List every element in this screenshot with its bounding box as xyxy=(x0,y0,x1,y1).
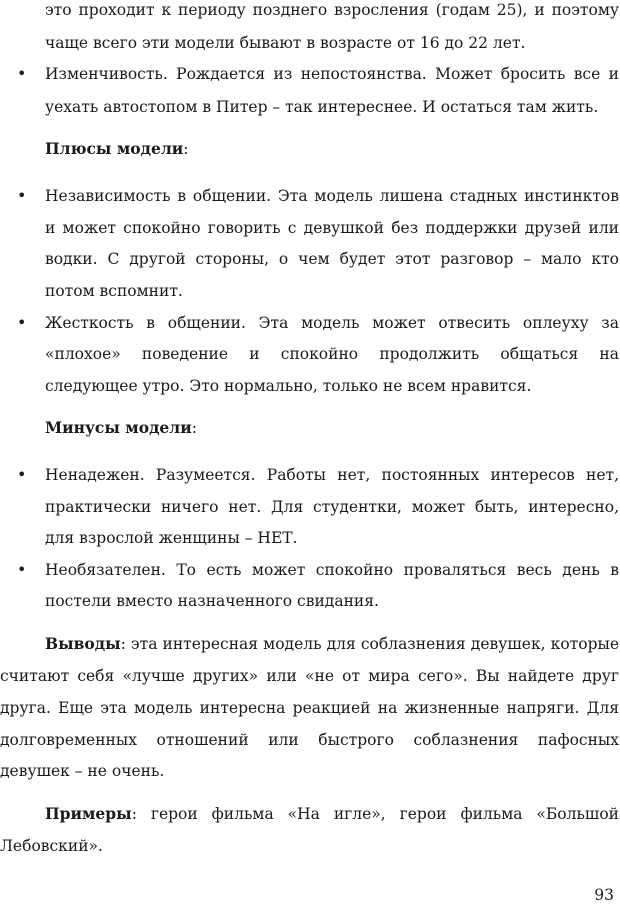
text-line: Жесткость в общении. Эта модель может отвесить оплеуху за xyxy=(45,314,619,332)
bullet-icon: • xyxy=(17,186,27,205)
text-line: Необязателен. То есть может спокойно проваляться весь день в xyxy=(45,561,619,579)
text-line: постели вместо назначенного свидания. xyxy=(45,592,379,610)
text-line: девушек – не очень. xyxy=(0,762,165,780)
text-line: водки. С другой стороны, о чем будет этот разговор – мало кто xyxy=(45,250,619,268)
bullet-icon: • xyxy=(17,64,27,83)
section-heading-cons: Минусы модели: xyxy=(45,418,197,437)
text-line: это проходит к периоду позднего взросления (годам 25), и поэтому xyxy=(45,1,619,19)
text-line: потом вспомнит. xyxy=(45,282,183,300)
text-line: Лебовский». xyxy=(0,837,103,855)
text-line: практически ничего нет. Для студентки, может быть, интересно, xyxy=(45,498,619,516)
text-line: следующее утро. Это нормально, только не всем нравится. xyxy=(45,377,532,395)
text-line: Изменчивость. Рождается из непостоянства. Может бросить все и xyxy=(45,65,619,83)
text-line: считают себя «лучше других» или «не от мира сего». Вы найдете друг xyxy=(0,667,619,685)
text-line: Ненадежен. Разумеется. Работы нет, постоянных интересов нет, xyxy=(45,466,619,484)
text-line: чаще всего эти модели бывают в возрасте от 16 до 22 лет. xyxy=(45,34,526,52)
bullet-icon: • xyxy=(17,465,27,484)
text-line: друга. Еще эта модель интересна реакцией на жизненные напряги. Для xyxy=(0,699,619,717)
text-line: долговременных отношений или быстрого соблазнения пафосных xyxy=(0,731,619,749)
text-line: для взрослой женщины – НЕТ. xyxy=(45,529,298,547)
text-line: Независимость в общении. Эта модель лишена стадных инстинктов xyxy=(45,187,619,205)
text-line: уехать автостопом в Питер – так интереснее. И остаться там жить. xyxy=(45,98,599,116)
examples-first-line: Примеры: герои фильма «На игле», герои фильма «Большой xyxy=(45,804,619,823)
text-line: и может спокойно говорить с девушкой без поддержки друзей или xyxy=(45,219,619,237)
section-heading-pros: Плюсы модели: xyxy=(45,139,189,158)
conclusions-first-line: Выводы: эта интересная модель для соблазнения девушек, которые xyxy=(45,634,619,653)
text-line: «плохое» поведение и спокойно продолжить общаться на xyxy=(45,345,619,363)
bullet-icon: • xyxy=(17,313,27,332)
bullet-icon: • xyxy=(17,560,27,579)
page-number: 93 xyxy=(594,886,614,904)
